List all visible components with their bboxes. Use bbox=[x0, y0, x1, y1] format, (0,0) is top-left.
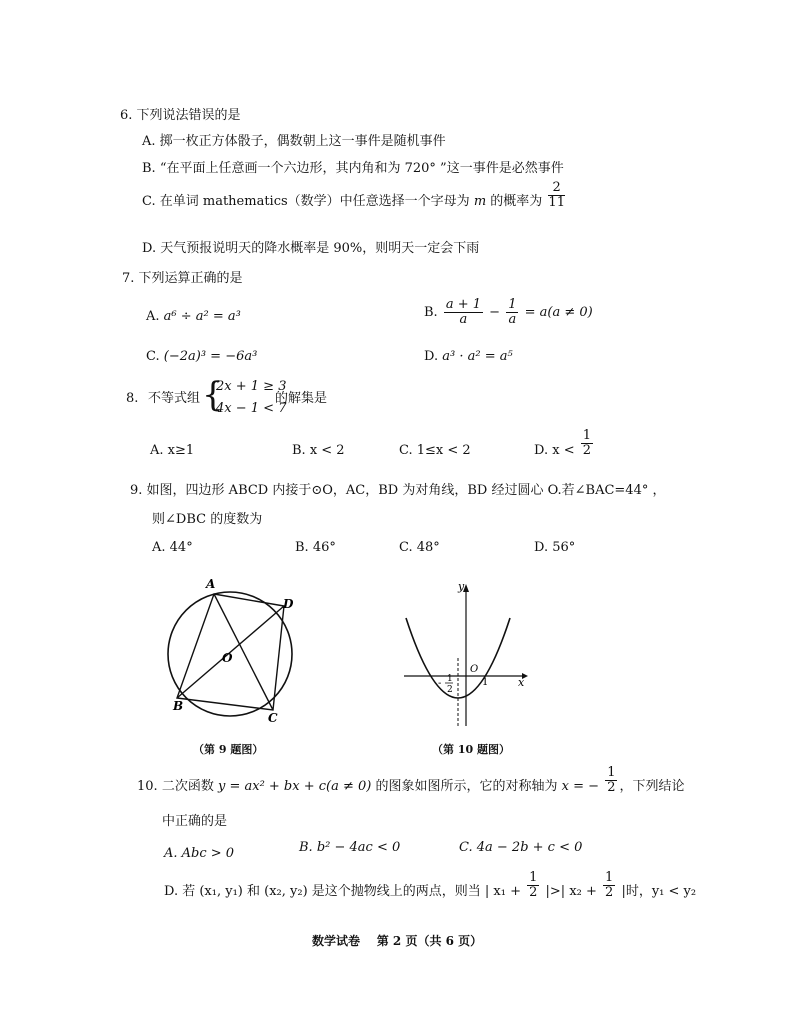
q6-stem bbox=[120, 108, 241, 124]
point-label-a: A bbox=[206, 577, 216, 591]
footer-subject: 数学试卷 bbox=[312, 934, 361, 948]
q10-stem-line-2: 中正确的是 bbox=[162, 814, 228, 829]
q8-option-c: C. 1≤x < 2 bbox=[399, 443, 471, 458]
q10-stem-mid: 的图象如图所示，它的对称轴为 bbox=[375, 779, 558, 794]
q10-option-d-post: |时，y₁ < y₂ bbox=[617, 884, 697, 899]
q7-stem-text: 下列运算正确的是 bbox=[138, 271, 243, 286]
x-axis-label: x bbox=[518, 676, 525, 689]
fraction-numerator: 1 bbox=[605, 870, 614, 885]
q10-option-d-fraction-2 bbox=[603, 871, 615, 900]
q7-option-c-label: C. bbox=[146, 349, 160, 364]
q6-option-c-tail: 的概率为 bbox=[486, 194, 543, 209]
q8-inequality-1: 2x + 1 ≥ 3 bbox=[216, 379, 287, 394]
q7-option-a bbox=[146, 309, 241, 325]
q7-option-a-label: A. bbox=[146, 309, 160, 324]
point-label-b: B bbox=[173, 699, 184, 713]
fraction-numerator: 1 bbox=[508, 297, 517, 312]
q6-option-a: A. 掷一枚正方体骰子，偶数朝上这一事件是随机事件 bbox=[142, 134, 446, 149]
q9-stem-line-1 bbox=[130, 483, 665, 499]
figure-9-circle-diagram bbox=[160, 572, 320, 732]
q10-option-a: A. Abc > 0 bbox=[164, 846, 235, 861]
q7-option-d bbox=[424, 349, 513, 365]
fraction-denominator: 2 bbox=[529, 885, 538, 900]
q9-option-a: A. 44° bbox=[152, 540, 193, 555]
q8-option-a: A. x≥1 bbox=[150, 443, 195, 458]
q7-stem bbox=[122, 271, 243, 287]
q9-stem-text-1: 如图，四边形 ABCD 内接于⊙O，AC，BD 为对角线，BD 经过圆心 O.若∠BAC=44° ， bbox=[146, 483, 666, 498]
origin-label: O bbox=[470, 664, 479, 675]
footer-page-number: 第 2 页（共 6 页） bbox=[376, 934, 483, 948]
q6-option-c-text: C. 在单词 mathematics（数学）中任意选择一个字母为 bbox=[142, 194, 470, 209]
q7-option-b-fraction-2 bbox=[506, 298, 518, 327]
q7-option-b-fraction-1 bbox=[444, 298, 483, 327]
q8-option-d bbox=[534, 428, 595, 459]
fraction-numerator: a + 1 bbox=[445, 297, 482, 312]
figure-10-parabola-graph bbox=[398, 578, 534, 728]
figure-10-caption: （第 10 题图） bbox=[432, 743, 510, 756]
minus-sign: − bbox=[485, 305, 505, 320]
page-footer bbox=[312, 933, 482, 949]
fraction-denominator: 11 bbox=[548, 195, 565, 210]
q10-option-d bbox=[164, 870, 697, 900]
q8-stem-pre: 不等式组 bbox=[148, 391, 201, 406]
q7-option-c bbox=[146, 349, 257, 365]
q9-option-b: B. 46° bbox=[295, 540, 336, 555]
q7-option-b-tail: = a(a ≠ 0) bbox=[520, 305, 593, 320]
tick-label-neg-sign: - bbox=[438, 678, 442, 689]
point-label-d: D bbox=[283, 597, 294, 611]
q8-option-b: B. x < 2 bbox=[292, 443, 345, 458]
q10-number: 10. bbox=[137, 779, 158, 794]
q9-option-c: C. 48° bbox=[399, 540, 440, 555]
q10-stem-pre: 二次函数 bbox=[161, 779, 214, 794]
q7-option-c-expr: (−2a)³ = −6a³ bbox=[163, 349, 258, 364]
q10-stem-post: ，下列结论 bbox=[619, 779, 685, 794]
fraction-denominator: 2 bbox=[582, 443, 592, 458]
tick-label-1: 1 bbox=[482, 677, 489, 688]
q6-option-c-fraction bbox=[548, 181, 565, 210]
q6-option-b: B. “在平面上任意画一个六边形，其内角和为 720° ”这一事件是必然事件 bbox=[142, 161, 564, 176]
q8-number: 8. bbox=[126, 391, 139, 406]
fraction-denominator: 2 bbox=[605, 885, 614, 900]
q9-number: 9. bbox=[130, 483, 143, 498]
q7-number: 7. bbox=[122, 271, 135, 286]
y-axis-label: y bbox=[458, 580, 465, 593]
q10-axis-expr: x = − bbox=[561, 779, 600, 794]
fraction-numerator: 1 bbox=[607, 765, 616, 780]
point-label-c: C bbox=[268, 711, 278, 725]
q8-stem-post: 的解集是 bbox=[275, 391, 328, 406]
q7-option-d-expr: a³ · a² = a⁵ bbox=[442, 349, 513, 364]
q8-option-d-pre: D. x < bbox=[534, 443, 575, 458]
q10-option-b: B. b² − 4ac < 0 bbox=[299, 840, 401, 855]
q10-option-d-mid: |>| x₂ + bbox=[541, 884, 597, 899]
fraction-denominator: 2 bbox=[607, 780, 616, 795]
q7-option-a-expr: a⁶ ÷ a² = a³ bbox=[163, 309, 241, 324]
tick-label-half-num: 1 bbox=[447, 674, 453, 684]
q9-stem-line-2: 则∠DBC 的度数为 bbox=[152, 512, 263, 527]
tick-label-half-den: 2 bbox=[447, 685, 453, 695]
q10-option-c: C. 4a − 2b + c < 0 bbox=[459, 840, 583, 855]
q6-option-c-var: m bbox=[473, 194, 487, 209]
q10-stem-line-1 bbox=[137, 765, 685, 795]
figure-9-caption: （第 9 题图） bbox=[193, 743, 264, 756]
q6-option-c bbox=[142, 180, 567, 210]
fraction-numerator: 1 bbox=[582, 428, 592, 443]
q8-option-d-fraction bbox=[581, 429, 593, 458]
point-label-o: O bbox=[222, 651, 233, 665]
fraction-numerator: 1 bbox=[529, 870, 538, 885]
q10-option-d-pre: D. 若 (x₁, y₁) 和 (x₂, y₂) 是这个抛物线上的两点，则当 | x₁ + bbox=[164, 884, 521, 899]
q10-axis-fraction bbox=[605, 766, 617, 795]
fraction-denominator: a bbox=[459, 312, 468, 327]
q7-option-b-label: B. bbox=[424, 305, 438, 320]
q6-stem-text: 下列说法错误的是 bbox=[136, 108, 241, 123]
q10-function: y = ax² + bx + c(a ≠ 0) bbox=[217, 779, 372, 794]
q6-option-d: D. 天气预报说明天的降水概率是 90%，则明天一定会下雨 bbox=[142, 241, 480, 256]
q9-option-d: D. 56° bbox=[534, 540, 576, 555]
q7-option-d-label: D. bbox=[424, 349, 439, 364]
fraction-denominator: a bbox=[508, 312, 517, 327]
q7-option-b bbox=[424, 298, 593, 327]
q6-number: 6. bbox=[120, 108, 133, 123]
fraction-numerator: 2 bbox=[548, 181, 565, 196]
q8-inequality-2: 4x − 1 < 7 bbox=[216, 401, 287, 416]
q8-brace: { bbox=[202, 375, 224, 415]
q10-option-d-fraction-1 bbox=[527, 871, 539, 900]
